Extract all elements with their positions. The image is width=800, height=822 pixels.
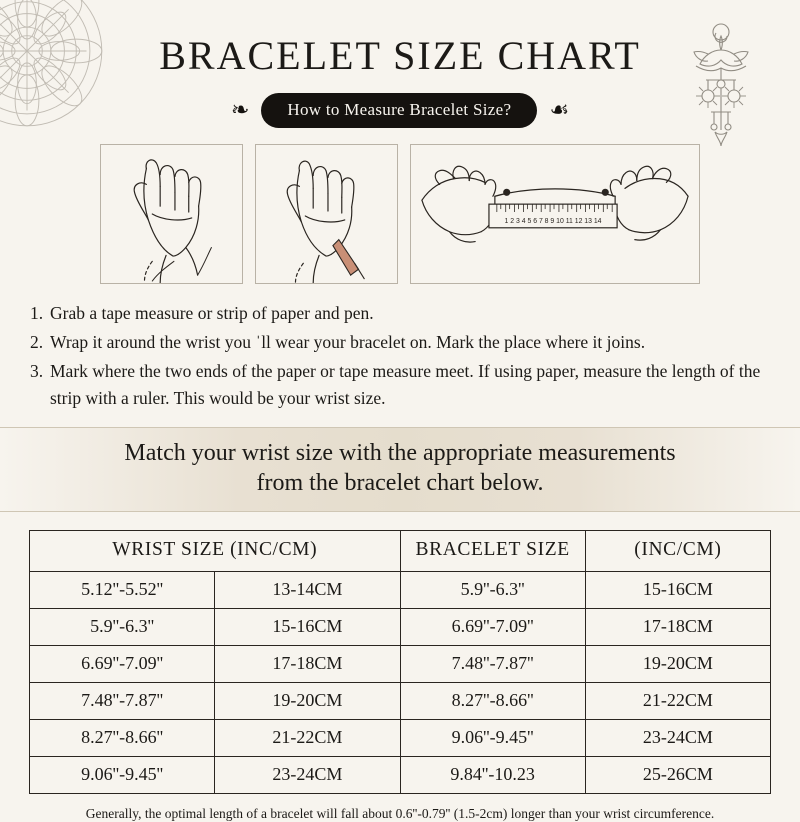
illustration-step-3 <box>410 144 700 284</box>
bracelet-size-unit-header: (INC/CM) <box>585 530 770 571</box>
instruction-step <box>30 329 772 356</box>
illustration-step-2 <box>255 144 398 284</box>
bracelet-inch-cell: 8.27''-8.66'' <box>400 682 585 719</box>
match-size-banner <box>0 427 800 512</box>
table-row <box>30 645 771 682</box>
measuring-strip-with-ruler-illustration-icon <box>411 145 699 283</box>
instruction-step <box>30 300 772 327</box>
bracelet-inch-cell: 7.48''-7.87'' <box>400 645 585 682</box>
wrist-inch-cell: 7.48''-7.87'' <box>30 682 215 719</box>
bracelet-inch-cell: 6.69''-7.09'' <box>400 608 585 645</box>
bracelet-cm-cell: 23-24CM <box>585 719 770 756</box>
how-to-measure-pill: How to Measure Bracelet Size? <box>261 93 537 128</box>
bracelet-cm-cell: 21-22CM <box>585 682 770 719</box>
hand-with-tape-measure-illustration-icon <box>101 145 242 283</box>
step-number: 2. <box>30 332 44 353</box>
wrist-inch-cell: 6.69''-7.09'' <box>30 645 215 682</box>
step-number: 3. <box>30 361 44 382</box>
bracelet-cm-cell: 19-20CM <box>585 645 770 682</box>
bracelet-inch-cell: 9.06''-9.45'' <box>400 719 585 756</box>
bracelet-size-header: BRACELET SIZE <box>400 530 585 571</box>
table-row <box>30 682 771 719</box>
instruction-step <box>30 358 772 412</box>
illustration-step-1 <box>100 144 243 284</box>
illustration-row <box>0 144 800 284</box>
flourish-left-icon: ❧ <box>230 97 250 123</box>
wrist-cm-cell: 13-14CM <box>215 571 400 608</box>
instruction-steps <box>0 300 800 413</box>
size-chart-table <box>29 530 771 794</box>
step-text: Mark where the two ends of the paper or tape measure meet. If using paper, measure the length of the strip with a ruler. This would be your wrist size. <box>50 361 761 409</box>
wrist-cm-cell: 23-24CM <box>215 756 400 793</box>
table-header-row <box>30 530 771 571</box>
footnote-text: Generally, the optimal length of a bracelet will fall about 0.6''-0.79'' (1.5-2cm) longer than your wrist circumference. <box>85 805 715 821</box>
banner-line-1: Match your wrist size with the appropriate measurements <box>124 439 676 466</box>
wrist-cm-cell: 21-22CM <box>215 719 400 756</box>
wrist-inch-cell: 8.27''-8.66'' <box>30 719 215 756</box>
bracelet-size-chart-page <box>0 18 800 821</box>
table-row <box>30 719 771 756</box>
wrist-inch-cell: 5.12''-5.52'' <box>30 571 215 608</box>
wrist-inch-cell: 9.06''-9.45'' <box>30 756 215 793</box>
wrist-cm-cell: 15-16CM <box>215 608 400 645</box>
step-number: 1. <box>30 303 44 323</box>
bracelet-cm-cell: 17-18CM <box>585 608 770 645</box>
table-row <box>30 571 771 608</box>
banner-line-2: from the bracelet chart below. <box>256 470 544 497</box>
flourish-right-icon: ☙ <box>549 97 570 123</box>
bracelet-inch-cell: 5.9''-6.3'' <box>400 571 585 608</box>
table-row <box>30 756 771 793</box>
wrist-cm-cell: 17-18CM <box>215 645 400 682</box>
step-text: Grab a tape measure or strip of paper and pen. <box>50 303 374 323</box>
step-text: Wrap it around the wrist you ˈll wear your bracelet on. Mark the place where it joins. <box>50 332 646 353</box>
lotus-ornament-icon <box>666 20 776 160</box>
table-row <box>30 608 771 645</box>
wrist-inch-cell: 5.9''-6.3'' <box>30 608 215 645</box>
wrist-size-header: WRIST SIZE (INC/CM) <box>30 530 401 571</box>
mandala-decoration-icon <box>0 0 112 136</box>
bracelet-cm-cell: 15-16CM <box>585 571 770 608</box>
ruler-scale-labels: 1 2 3 4 5 6 7 8 9 10 11 12 13 14 <box>504 217 602 225</box>
wrist-cm-cell: 19-20CM <box>215 682 400 719</box>
bracelet-cm-cell: 25-26CM <box>585 756 770 793</box>
bracelet-inch-cell: 9.84''-10.23 <box>400 756 585 793</box>
hand-marking-strip-illustration-icon <box>256 145 397 283</box>
page-title: BRACELET SIZE CHART <box>159 33 641 78</box>
